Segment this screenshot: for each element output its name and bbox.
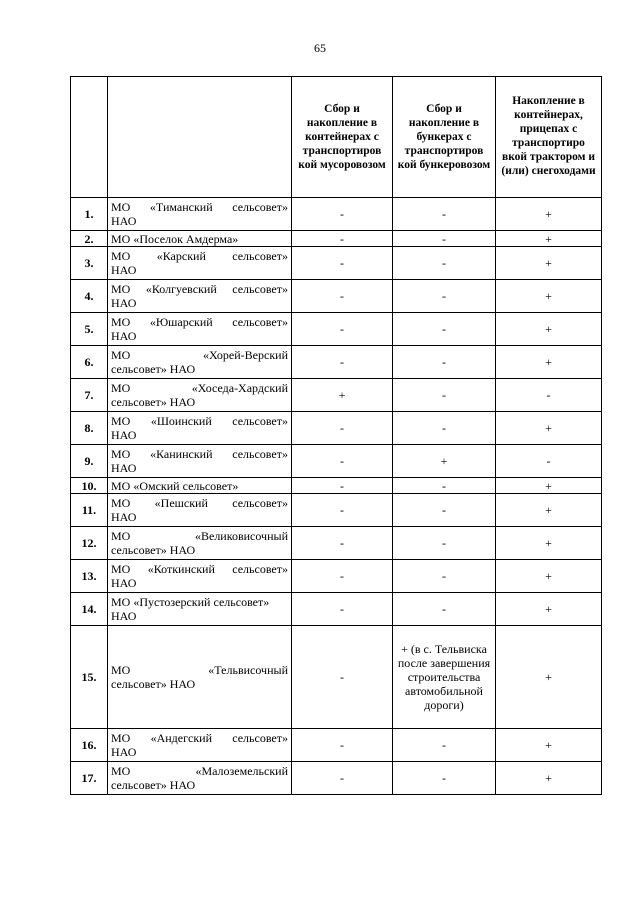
name-word: «Великовисочный xyxy=(194,529,288,543)
row-number: 3. xyxy=(71,247,108,280)
bunker-truck-value: - xyxy=(393,313,496,346)
municipality-name xyxy=(108,445,292,478)
bunker-truck-value: - xyxy=(393,478,496,494)
municipality-name-line2: НАО xyxy=(111,609,137,623)
municipality-name-line1 xyxy=(111,496,288,510)
table-row xyxy=(71,346,602,379)
row-number: 2. xyxy=(71,231,108,247)
header-bunker-truck: Сбор и накопление в бункерах с транспортиров кой бункеровозом xyxy=(393,77,496,198)
municipality-name xyxy=(108,762,292,795)
table-row xyxy=(71,379,602,412)
name-word: «Хорей-Верский xyxy=(203,348,288,362)
tractor-snowmobile-value: + xyxy=(496,313,602,346)
name-word: «Коткинский xyxy=(147,562,215,576)
table-row xyxy=(71,280,602,313)
municipality-name xyxy=(108,313,292,346)
municipality-name-line2: сельсовет» НАО xyxy=(111,677,196,691)
tractor-snowmobile-value: + xyxy=(496,527,602,560)
tractor-snowmobile-value: + xyxy=(496,280,602,313)
municipality-name xyxy=(108,346,292,379)
header-tractor-snowmobile: Накопление в контейнерах, прицепах с транспортиро вкой трактором и (или) снегоходами xyxy=(496,77,602,198)
bunker-truck-value: + xyxy=(393,445,496,478)
name-word: МО xyxy=(111,447,131,461)
name-word: сельсовет» xyxy=(232,200,288,214)
municipality-name-line1 xyxy=(111,200,288,214)
municipality-name-line1 xyxy=(111,381,288,395)
name-word: МО xyxy=(111,381,131,395)
name-word: «Малоземельский xyxy=(195,764,288,778)
municipality-name xyxy=(108,729,292,762)
name-word: «Юшарский xyxy=(149,315,213,329)
tractor-snowmobile-value: + xyxy=(496,626,602,729)
municipality-name-line1 xyxy=(111,282,288,296)
garbage-truck-value: - xyxy=(292,198,393,231)
municipality-name xyxy=(108,231,292,247)
municipality-name-line2: сельсовет» НАО xyxy=(111,362,196,376)
garbage-truck-value: - xyxy=(292,762,393,795)
municipality-name-line1 xyxy=(111,764,288,778)
name-word: «Карский xyxy=(156,249,206,263)
name-word: МО xyxy=(111,249,131,263)
tractor-snowmobile-value: + xyxy=(496,231,602,247)
table-row xyxy=(71,198,602,231)
bunker-truck-value: - xyxy=(393,412,496,445)
municipality-name xyxy=(108,198,292,231)
municipality-name-line2: НАО xyxy=(111,296,137,310)
municipality-name-line2: НАО xyxy=(111,263,137,277)
tractor-snowmobile-value: + xyxy=(496,198,602,231)
name-word: «Тельвисочный xyxy=(208,663,288,677)
municipality-name xyxy=(108,478,292,494)
municipality-name-line1 xyxy=(111,414,288,428)
name-word: «Хоседа-Хардский xyxy=(191,381,288,395)
municipality-name-line1 xyxy=(111,315,288,329)
row-number: 8. xyxy=(71,412,108,445)
municipality-name-line2: НАО xyxy=(111,461,137,475)
row-number: 5. xyxy=(71,313,108,346)
row-number: 1. xyxy=(71,198,108,231)
row-number: 7. xyxy=(71,379,108,412)
municipality-name-line2: сельсовет» НАО xyxy=(111,543,196,557)
municipality-name xyxy=(108,527,292,560)
table-row xyxy=(71,762,602,795)
name-word: «Шоинский xyxy=(150,414,212,428)
name-word: МО xyxy=(111,496,131,510)
name-word: МО xyxy=(111,282,131,296)
name-word: «Пешский xyxy=(154,496,208,510)
bunker-truck-value: - xyxy=(393,762,496,795)
municipality-name-line2: сельсовет» НАО xyxy=(111,778,196,792)
name-word: сельсовет» xyxy=(232,447,288,461)
municipality-name-line1 xyxy=(111,595,288,609)
garbage-truck-value: - xyxy=(292,560,393,593)
row-number: 16. xyxy=(71,729,108,762)
municipality-name-line1 xyxy=(111,731,288,745)
row-number: 9. xyxy=(71,445,108,478)
garbage-truck-value: - xyxy=(292,478,393,494)
bunker-truck-value: - xyxy=(393,198,496,231)
row-number: 10. xyxy=(71,478,108,494)
tractor-snowmobile-value: - xyxy=(496,379,602,412)
garbage-truck-value: - xyxy=(292,494,393,527)
header-garbage-truck: Сбор и накопление в контейнерах с транспортиров кой мусоровозом xyxy=(292,77,393,198)
municipality-name xyxy=(108,379,292,412)
garbage-truck-value: - xyxy=(292,346,393,379)
garbage-truck-value: + xyxy=(292,379,393,412)
name-word: МО xyxy=(111,663,131,677)
name-word: МО xyxy=(111,348,131,362)
municipality-name-line1 xyxy=(111,663,288,677)
row-number: 17. xyxy=(71,762,108,795)
name-word: сельсовет» xyxy=(232,496,288,510)
tractor-snowmobile-value: + xyxy=(496,478,602,494)
bunker-truck-value: - xyxy=(393,280,496,313)
name-word: сельсовет» xyxy=(232,282,288,296)
municipality-name-line2: НАО xyxy=(111,745,137,759)
table-row xyxy=(71,445,602,478)
garbage-truck-value: - xyxy=(292,231,393,247)
tractor-snowmobile-value: + xyxy=(496,412,602,445)
municipality-name-line2: НАО xyxy=(111,214,137,228)
name-word: МО xyxy=(111,200,131,214)
bunker-truck-value: + (в с. Тельвиска после завершения строительства автомобильной дороги) xyxy=(393,626,496,729)
name-word: «Тиманский xyxy=(149,200,213,214)
garbage-truck-value: - xyxy=(292,412,393,445)
name-word: «Колгуевский xyxy=(145,282,217,296)
bunker-truck-value: - xyxy=(393,346,496,379)
row-number: 4. xyxy=(71,280,108,313)
name-word: сельсовет» xyxy=(232,562,288,576)
row-number: 15. xyxy=(71,626,108,729)
municipality-name xyxy=(108,593,292,626)
name-word: МО xyxy=(111,764,131,778)
table-row xyxy=(71,729,602,762)
table-row xyxy=(71,560,602,593)
name-word: сельсовет» xyxy=(232,249,288,263)
garbage-truck-value: - xyxy=(292,445,393,478)
table-row xyxy=(71,231,602,247)
row-number: 14. xyxy=(71,593,108,626)
bunker-truck-value: - xyxy=(393,379,496,412)
row-number: 12. xyxy=(71,527,108,560)
bunker-truck-value: - xyxy=(393,494,496,527)
table-row xyxy=(71,412,602,445)
name-word: МО «Поселок Амдерма» xyxy=(111,231,239,246)
municipality-name-line1 xyxy=(111,232,288,246)
table-row xyxy=(71,494,602,527)
garbage-truck-value: - xyxy=(292,626,393,729)
table-row xyxy=(71,593,602,626)
municipality-name xyxy=(108,626,292,729)
municipality-name xyxy=(108,560,292,593)
name-word: сельсовет» xyxy=(232,414,288,428)
garbage-truck-value: - xyxy=(292,313,393,346)
municipality-name-line1 xyxy=(111,348,288,362)
table-row xyxy=(71,247,602,280)
tractor-snowmobile-value: + xyxy=(496,762,602,795)
name-word: сельсовет» xyxy=(232,731,288,745)
garbage-truck-value: - xyxy=(292,527,393,560)
tractor-snowmobile-value: + xyxy=(496,346,602,379)
name-word: сельсовет» xyxy=(232,315,288,329)
name-word: МО xyxy=(111,562,131,576)
name-word: МО «Омский сельсовет» xyxy=(111,478,239,493)
settlements-table xyxy=(70,76,602,795)
tractor-snowmobile-value: + xyxy=(496,729,602,762)
tractor-snowmobile-value: + xyxy=(496,593,602,626)
municipality-name-line2: НАО xyxy=(111,576,137,590)
municipality-name-line1 xyxy=(111,562,288,576)
header-num xyxy=(71,77,108,198)
bunker-truck-value: - xyxy=(393,527,496,560)
garbage-truck-value: - xyxy=(292,247,393,280)
municipality-name-line1 xyxy=(111,447,288,461)
bunker-truck-value: - xyxy=(393,231,496,247)
municipality-name xyxy=(108,412,292,445)
table-header-row xyxy=(71,77,602,198)
bunker-truck-value: - xyxy=(393,560,496,593)
table-row xyxy=(71,626,602,729)
name-word: МО xyxy=(111,414,131,428)
name-word: МО xyxy=(111,315,131,329)
municipality-name-line2: НАО xyxy=(111,510,137,524)
bunker-truck-value: - xyxy=(393,247,496,280)
row-number: 6. xyxy=(71,346,108,379)
municipality-name xyxy=(108,494,292,527)
table-row xyxy=(71,478,602,494)
municipality-name-line2: НАО xyxy=(111,329,137,343)
row-number: 13. xyxy=(71,560,108,593)
garbage-truck-value: - xyxy=(292,593,393,626)
page-number: 65 xyxy=(314,41,326,55)
name-word: «Андегский xyxy=(150,731,213,745)
municipality-name xyxy=(108,247,292,280)
municipality-name-line1 xyxy=(111,529,288,543)
tractor-snowmobile-value: + xyxy=(496,247,602,280)
bunker-truck-value: - xyxy=(393,729,496,762)
bunker-truck-value: - xyxy=(393,593,496,626)
table-row xyxy=(71,527,602,560)
row-number: 11. xyxy=(71,494,108,527)
tractor-snowmobile-value: - xyxy=(496,445,602,478)
tractor-snowmobile-value: + xyxy=(496,494,602,527)
header-name xyxy=(108,77,292,198)
municipality-name-line2: сельсовет» НАО xyxy=(111,395,196,409)
municipality-name-line2: НАО xyxy=(111,428,137,442)
name-word: МО xyxy=(111,529,131,543)
name-word: «Канинский xyxy=(150,447,213,461)
garbage-truck-value: - xyxy=(292,729,393,762)
municipality-name xyxy=(108,280,292,313)
municipality-name-line1 xyxy=(111,479,288,493)
name-word: МО «Пустозерский сельсовет» xyxy=(111,595,270,609)
table-row xyxy=(71,313,602,346)
municipality-name-line1 xyxy=(111,249,288,263)
name-word: МО xyxy=(111,731,131,745)
garbage-truck-value: - xyxy=(292,280,393,313)
tractor-snowmobile-value: + xyxy=(496,560,602,593)
